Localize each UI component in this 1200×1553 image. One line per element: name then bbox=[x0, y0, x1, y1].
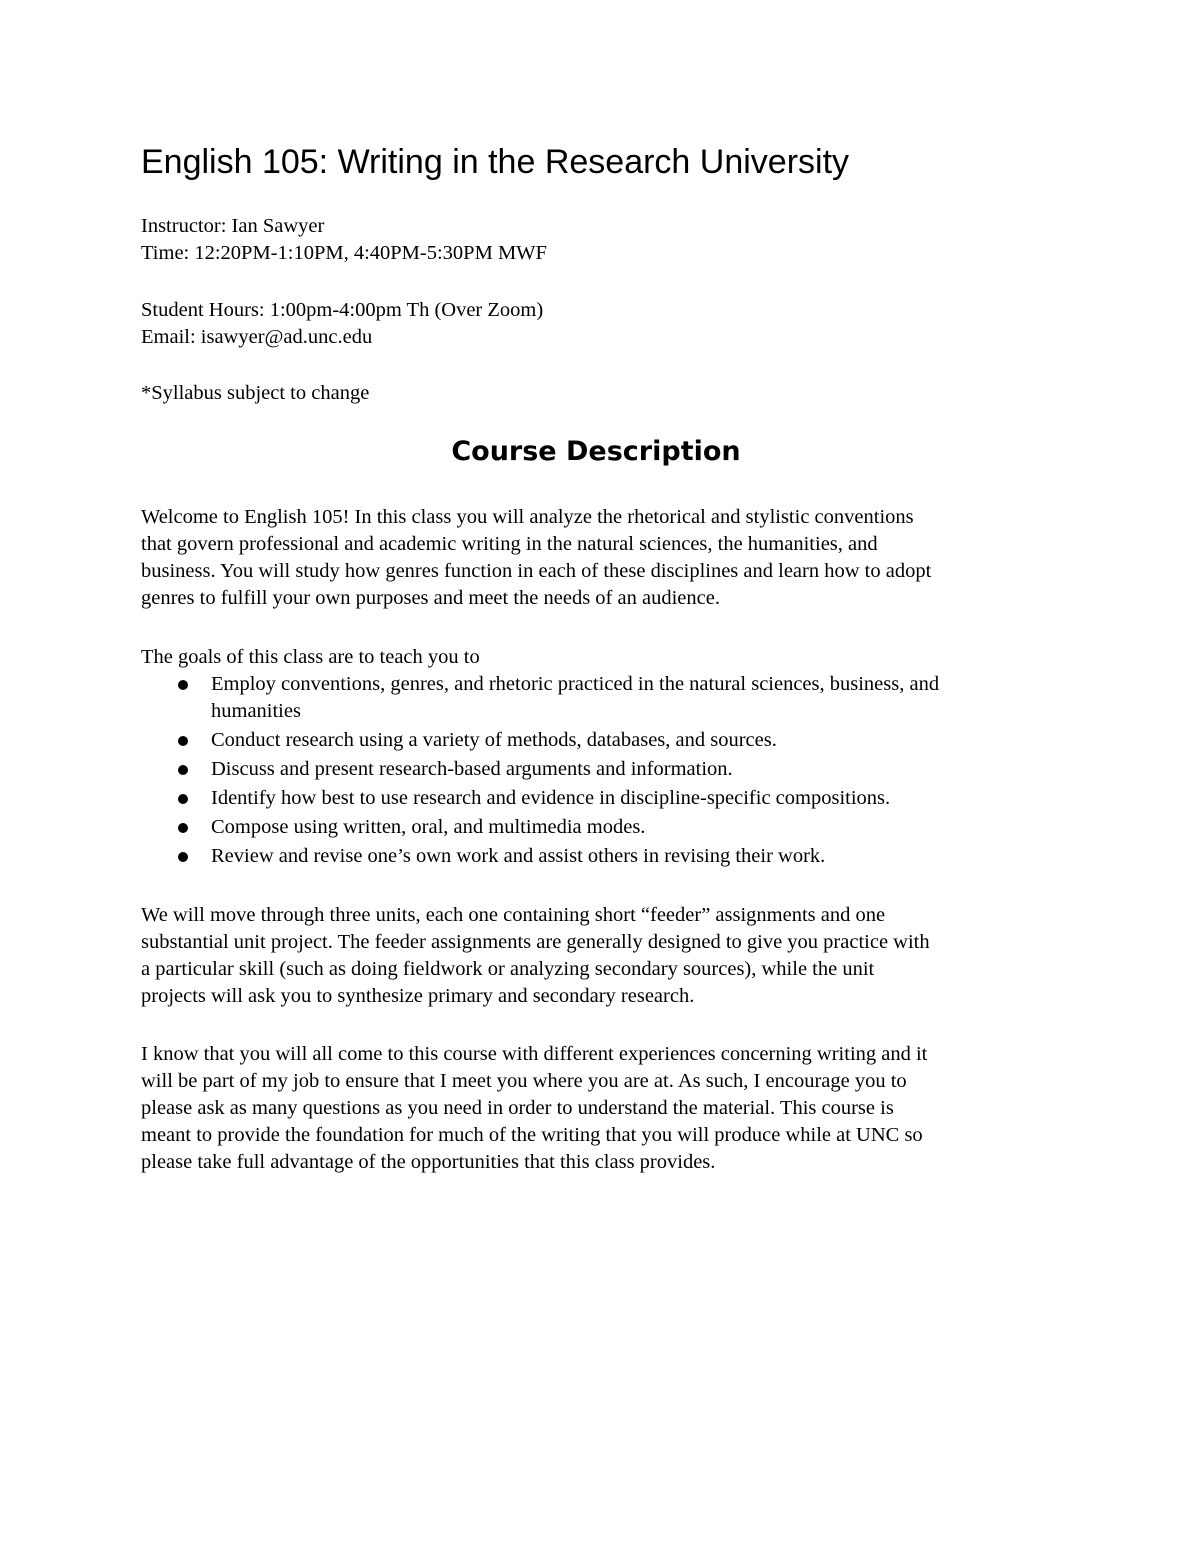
paragraph-line: Welcome to English 105! In this class you will analyze the rhetorical and stylistic conventions bbox=[141, 506, 914, 528]
document-page bbox=[141, 0, 1061, 1553]
goals-list bbox=[141, 671, 1061, 870]
goals-intro: The goals of this class are to teach you to bbox=[141, 646, 480, 668]
paragraph-line: will be part of my job to ensure that I meet you where you are at. As such, I encourage you to bbox=[141, 1070, 907, 1092]
paragraph-line: business. You will study how genres function in each of these disciplines and learn how to adopt bbox=[141, 560, 932, 582]
time-line: Time: 12:20PM-1:10PM, 4:40PM-5:30PM MWF bbox=[141, 242, 547, 264]
goals-section bbox=[141, 644, 1061, 872]
paragraph-line: a particular skill (such as doing fieldwork or analyzing secondary sources), while the unit bbox=[141, 958, 875, 980]
paragraph-line: substantial unit project. The feeder assignments are generally designed to give you practice with bbox=[141, 931, 930, 953]
paragraph-line: meant to provide the foundation for much of the writing that you will produce while at UNC so bbox=[141, 1124, 923, 1146]
bullet-icon bbox=[178, 765, 188, 775]
paragraph-line: We will move through three units, each one containing short “feeder” assignments and one bbox=[141, 904, 886, 926]
syllabus-note bbox=[141, 380, 1061, 407]
bullet-icon bbox=[178, 680, 188, 690]
course-info bbox=[141, 213, 1061, 267]
document-title: English 105: Writing in the Research University bbox=[141, 143, 850, 181]
contact-info bbox=[141, 297, 1061, 351]
units-paragraph bbox=[141, 902, 1061, 1010]
list-item bbox=[141, 727, 1061, 754]
list-item-text: Compose using written, oral, and multimedia modes. bbox=[211, 816, 646, 838]
paragraph-line: projects will ask you to synthesize primary and secondary research. bbox=[141, 985, 695, 1007]
bullet-icon bbox=[178, 852, 188, 862]
list-item-text: humanities bbox=[211, 700, 301, 722]
paragraph-line: please take full advantage of the opportunities that this class provides. bbox=[141, 1151, 716, 1173]
list-item-text: Review and revise one’s own work and assist others in revising their work. bbox=[211, 845, 826, 867]
closing-paragraph bbox=[141, 1041, 1061, 1176]
intro-paragraph bbox=[141, 504, 1061, 612]
section-heading: Course Description bbox=[451, 436, 741, 467]
syllabus-note-text: *Syllabus subject to change bbox=[141, 382, 370, 404]
student-hours-line: Student Hours: 1:00pm-4:00pm Th (Over Zoom) bbox=[141, 299, 544, 321]
list-item bbox=[141, 756, 1061, 783]
list-item-text: Identify how best to use research and evidence in discipline-specific compositions. bbox=[211, 787, 891, 809]
list-item-text: Conduct research using a variety of methods, databases, and sources. bbox=[211, 729, 777, 751]
list-item bbox=[141, 843, 1061, 870]
email-line: Email: isawyer@ad.unc.edu bbox=[141, 326, 373, 348]
list-item bbox=[141, 814, 1061, 841]
list-item bbox=[141, 785, 1061, 812]
paragraph-line: please ask as many questions as you need in order to understand the material. This course is bbox=[141, 1097, 894, 1119]
paragraph-line: that govern professional and academic writing in the natural sciences, the humanities, and bbox=[141, 533, 878, 555]
paragraph-line: genres to fulfill your own purposes and meet the needs of an audience. bbox=[141, 587, 720, 609]
instructor-line: Instructor: Ian Sawyer bbox=[141, 215, 325, 237]
list-item bbox=[141, 671, 1061, 725]
list-item-text: Employ conventions, genres, and rhetoric practiced in the natural sciences, business, and bbox=[211, 673, 940, 695]
paragraph-line: I know that you will all come to this course with different experiences concerning writing and it bbox=[141, 1043, 928, 1065]
bullet-icon bbox=[178, 794, 188, 804]
bullet-icon bbox=[178, 736, 188, 746]
bullet-icon bbox=[178, 823, 188, 833]
list-item-text: Discuss and present research-based arguments and information. bbox=[211, 758, 733, 780]
